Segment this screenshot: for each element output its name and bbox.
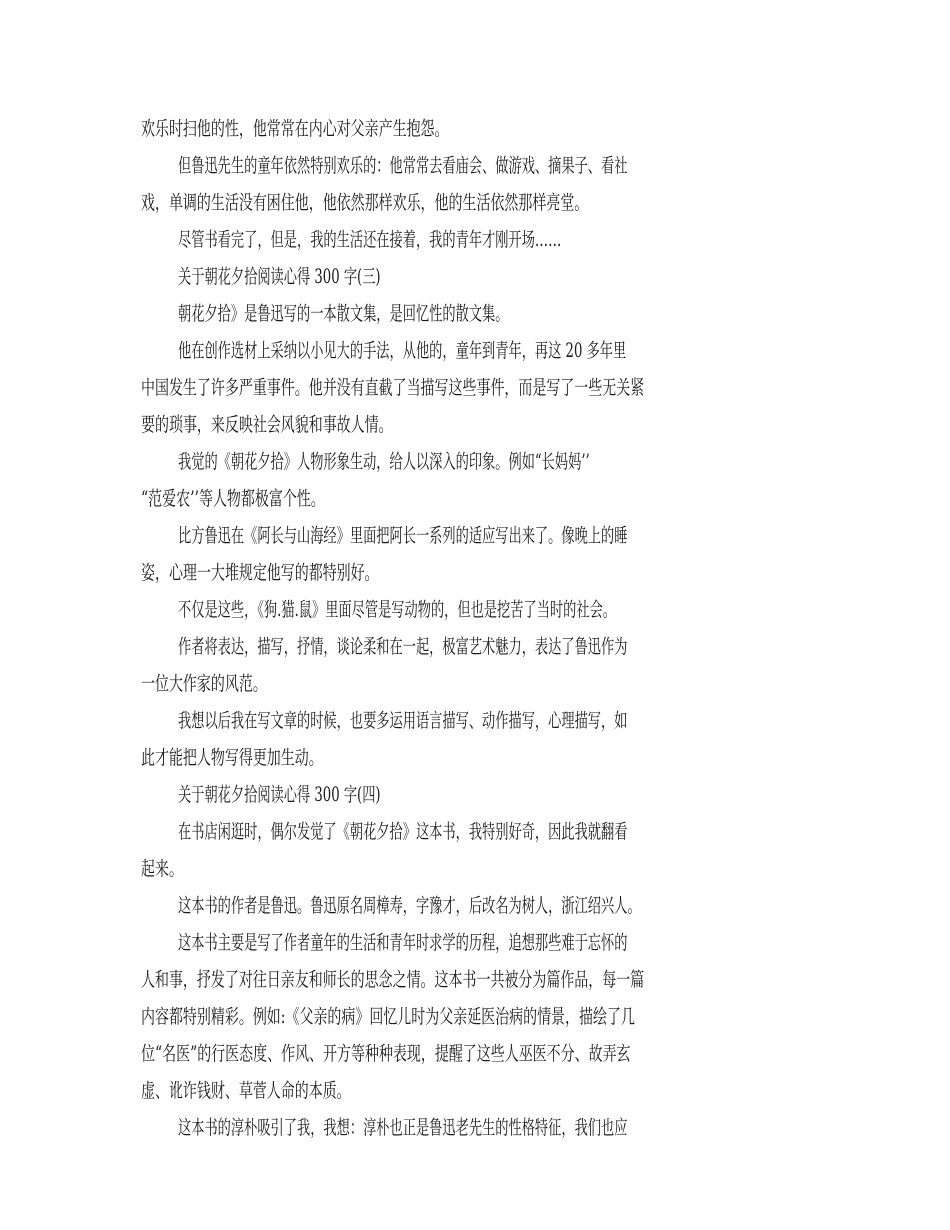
section-heading: 关于朝花夕拾阅读心得 300 字(三) bbox=[178, 265, 381, 288]
text-line: 比方鲁迅在《阿长与山海经》里面把阿长一系列的适应写出来了。像晚上的睡 bbox=[178, 524, 628, 547]
text-line: 一位大作家的风范。 bbox=[141, 672, 267, 695]
text-line: 欢乐时扫他的性，他常常在内心对父亲产生抱怨。 bbox=[141, 117, 449, 140]
text-line: 内容都特别精彩。例如:《父亲的病》回忆儿时为父亲延医治病的情景，描绘了几 bbox=[141, 1005, 635, 1028]
text-line: 此才能把人物写得更加生动。 bbox=[141, 746, 323, 769]
text-line: 虚、讹诈钱财、草菅人命的本质。 bbox=[141, 1079, 351, 1102]
text-line: 不仅是这些，《狗.猫.鼠》里面尽管是写动物的，但也是挖苦了当时的社会。 bbox=[178, 598, 617, 621]
text-line: 位“名医”的行医态度、作风、开方等种种表现，提醒了这些人巫医不分、故弄玄 bbox=[141, 1042, 631, 1065]
text-line: 这本书的淳朴吸引了我，我想：淳朴也正是鲁迅老先生的性格特征，我们也应 bbox=[178, 1116, 628, 1139]
text-line: 戏，单调的生活没有困住他，他依然那样欢乐，他的生活依然那样亮堂。 bbox=[141, 191, 589, 214]
text-line: 起来。 bbox=[141, 857, 183, 880]
text-line: 我觉的《朝花夕拾》人物形象生动，给人以深入的印象。例如“长妈妈’’ bbox=[178, 450, 590, 473]
text-line: 中国发生了许多严重事件。他并没有直截了当描写这些事件，而是写了一些无关紧 bbox=[141, 376, 645, 399]
text-line: 作者将表达，描写，抒情，谈论柔和在一起，极富艺术魅力，表达了鲁迅作为 bbox=[178, 635, 628, 658]
section-heading: 关于朝花夕拾阅读心得 300 字(四) bbox=[178, 783, 381, 806]
text-line: 但鲁迅先生的童年依然特别欢乐的：他常常去看庙会、做游戏、摘果子、看社 bbox=[178, 154, 628, 177]
text-line: 尽管书看完了，但是，我的生活还在接着，我的青年才刚开场…… bbox=[178, 228, 562, 251]
text-line: 要的琐事，来反映社会风貌和事故人情。 bbox=[141, 413, 393, 436]
text-line: 我想以后我在写文章的时候，也要多运用语言描写、动作描写，心理描写，如 bbox=[178, 709, 628, 732]
text-line: 这本书的作者是鲁迅。鲁迅原名周樟寿，字豫才，后改名为树人，浙江绍兴人。 bbox=[178, 894, 641, 917]
text-line: 人和事，抒发了对往日亲友和师长的思念之情。这本书一共被分为篇作品，每一篇 bbox=[141, 968, 645, 991]
text-line: 他在创作选材上采纳以小见大的手法，从他的，童年到青年，再这 20 多年里 bbox=[178, 339, 627, 362]
text-line: “范爱农’’等人物都极富个性。 bbox=[141, 487, 325, 510]
text-line: 姿，心理一大堆规定他写的都特别好。 bbox=[141, 561, 379, 584]
text-line: 朝花夕拾》是鲁迅写的一本散文集，是回忆性的散文集。 bbox=[178, 302, 509, 325]
text-line: 这本书主要是写了作者童年的生活和青年时求学的历程，追想那些难于忘怀的 bbox=[178, 931, 628, 954]
text-line: 在书店闲逛时，偶尔发觉了《朝花夕拾》这本书，我特别好奇，因此我就翻看 bbox=[178, 820, 628, 843]
